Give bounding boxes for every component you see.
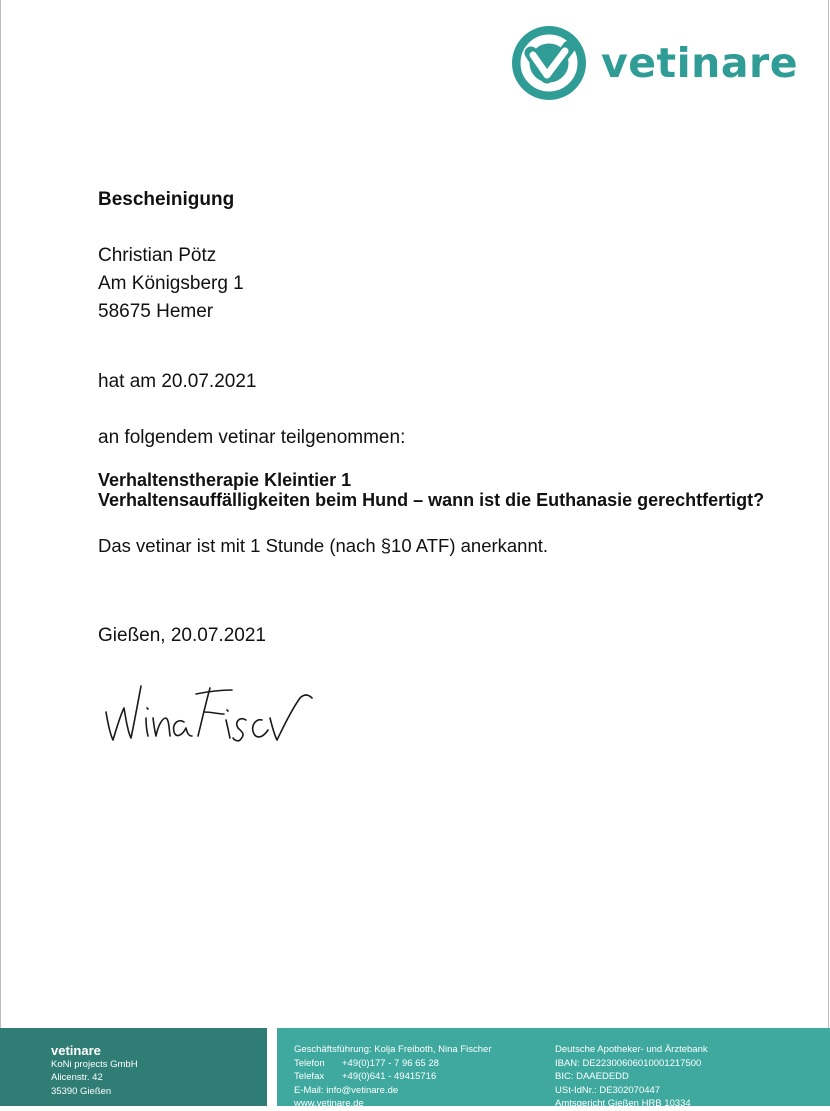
footer-bic: BIC: DAAEDEDD xyxy=(555,1071,629,1082)
footer-phone-label: Telefon xyxy=(294,1058,325,1069)
footer-company-line2: Alicenstr. 42 xyxy=(51,1072,103,1083)
place-date: Gießen, 20.07.2021 xyxy=(98,625,266,646)
footer-bank: Deutsche Apotheker- und Ärztebank xyxy=(555,1044,708,1055)
course-subtitle: Verhaltensauffälligkeiten beim Hund – wann ist die Euthanasie gerechtfertigt? xyxy=(98,490,765,510)
footer-company-line3: 35390 Gießen xyxy=(51,1086,112,1097)
footer-management: Geschäftsführung: Kolja Freiboth, Nina Fischer xyxy=(294,1044,492,1055)
footer-fax-label: Telefax xyxy=(294,1071,325,1082)
recipient-city: 58675 Hemer xyxy=(98,301,214,322)
footer-fax: +49(0)641 - 49415716 xyxy=(342,1071,437,1082)
intro-text: an folgendem vetinar teilgenommen: xyxy=(98,427,406,448)
footer-court-register: Amtsgericht Gießen HRB 10334 xyxy=(555,1098,691,1109)
footer-iban: IBAN: DE22300606010001217500 xyxy=(555,1058,702,1069)
footer-email[interactable]: E-Mail: info@vetinare.de xyxy=(294,1085,399,1096)
recipient-street: Am Königsberg 1 xyxy=(98,273,244,294)
footer-vat-id: USt-IdNr.: DE302070447 xyxy=(555,1085,661,1096)
vetinare-logo xyxy=(511,24,798,102)
vetinare-logo-icon xyxy=(511,25,587,101)
footer-company-name: vetinare xyxy=(51,1043,101,1058)
footer-phone[interactable]: +49(0)177 - 7 96 65 28 xyxy=(342,1058,439,1069)
handwritten-signature xyxy=(100,672,330,752)
course-title: Verhaltenstherapie Kleintier 1 xyxy=(98,470,352,490)
recognition-text: Das vetinar ist mit 1 Stunde (nach §10 ATF) anerkannt. xyxy=(98,535,549,556)
recipient-name: Christian Pötz xyxy=(98,245,217,266)
document-title: Bescheinigung xyxy=(98,189,235,210)
participation-date: hat am 20.07.2021 xyxy=(98,371,257,392)
footer-website[interactable]: www.vetinare.de xyxy=(294,1098,364,1109)
logo-wordmark: vetinare xyxy=(601,39,799,87)
footer-company-line1: KoNi projects GmbH xyxy=(51,1059,138,1070)
